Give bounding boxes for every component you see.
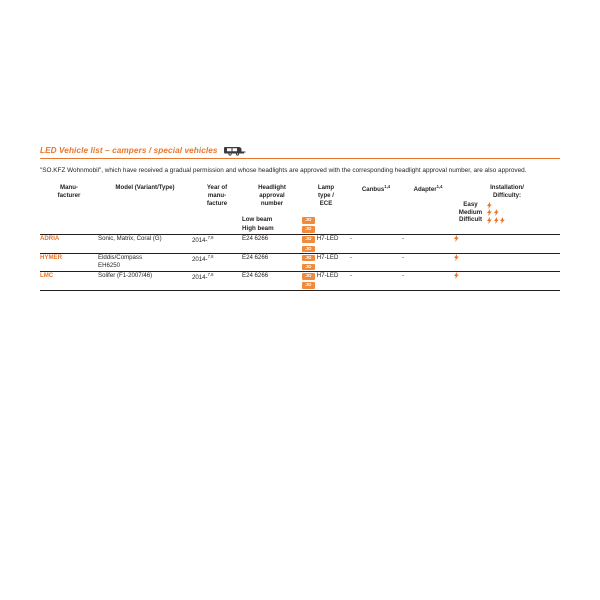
difficulty-difficult-label: Difficult: [458, 216, 483, 224]
intro-note: "SO.KFZ Wohnmobil", which have received a gradual permission and whose headlights are approved with the corresponding headlight approval number, are also approved.: [40, 167, 527, 174]
header-approval-line2: approval: [259, 192, 285, 200]
header-approval: [242, 184, 302, 235]
cell-year-value: 2014-: [192, 237, 208, 245]
bolt-icon: [454, 254, 459, 261]
cell-lamp: [302, 272, 350, 290]
cell-lamp-type: H7-LED: [316, 253, 339, 261]
high-beam-line: [242, 225, 302, 233]
cell-difficulty: [454, 253, 560, 271]
caravan-icon: [224, 145, 246, 156]
high-beam-label: High beam: [242, 225, 274, 233]
header-lamp-line2: type /: [318, 192, 334, 200]
bolt-icon: [487, 202, 492, 209]
jd-chip-high: JD: [302, 282, 315, 288]
cell-year: [192, 253, 242, 271]
header-chip-low-line: [302, 216, 350, 224]
cell-manufacturer: HYMER: [40, 253, 98, 271]
bolt-icon: [454, 235, 459, 242]
header-lamp-chips: [302, 216, 350, 233]
cell-manufacturer: ADRIA: [40, 235, 98, 253]
bolt-icon: [487, 209, 492, 216]
cell-lamp-type: H7-LED: [316, 235, 339, 243]
bolt-icon: [494, 209, 499, 216]
cell-approval: E24 6266: [242, 253, 302, 271]
header-canbus-label: Canbus: [361, 186, 385, 194]
header-chip-high-line: [302, 225, 350, 233]
cell-year-value: 2014-: [192, 255, 208, 263]
cell-model: Solifer (F1-2007/46): [98, 272, 192, 290]
cell-lamp-type: H7-LED: [316, 272, 339, 280]
header-installation-line2: Difficulty:: [492, 192, 522, 200]
header-year-line2: manu-: [207, 192, 227, 200]
header-year-line3: facture: [206, 200, 228, 208]
jd-chip-low: JD: [302, 255, 315, 261]
header-lamp: [302, 184, 350, 235]
bolt-icon: [487, 217, 492, 224]
header-canbus: [350, 184, 402, 235]
table-row: [40, 253, 560, 271]
header-adapter-sup: 1,4: [436, 184, 443, 190]
low-beam-line: [242, 216, 302, 224]
bolt-icon: [494, 217, 499, 224]
header-model-label: Model (Variant/Type): [115, 184, 175, 192]
sheet-title-row: [40, 145, 560, 159]
cell-approval: E24 6266: [242, 272, 302, 290]
vehicle-list-table: [40, 184, 560, 290]
header-manufacturer: [40, 184, 98, 235]
jd-chip-high-header: JD: [302, 226, 315, 232]
cell-model-line2: EH6250: [98, 262, 121, 270]
cell-year-value: 2014-: [192, 274, 208, 282]
cell-adapter: -: [402, 272, 454, 290]
cell-model: [98, 253, 192, 271]
table-header-row: [40, 184, 560, 235]
header-manufacturer-line1: Manu-: [60, 184, 78, 192]
jd-chip-high: JD: [302, 246, 315, 252]
header-adapter-label: Adapter: [413, 186, 437, 194]
cell-canbus: -: [350, 235, 402, 253]
jd-chip-low-header: JD: [302, 217, 315, 223]
difficulty-easy-label: Easy: [463, 201, 478, 209]
header-lamp-line1: Lamp: [317, 184, 335, 192]
header-approval-line3: number: [260, 200, 284, 208]
cell-lamp: [302, 253, 350, 271]
header-lamp-line3: ECE: [319, 200, 333, 208]
low-beam-label: Low beam: [242, 216, 273, 224]
bolt-icon: [454, 272, 459, 279]
cell-canbus: -: [350, 272, 402, 290]
header-model: [98, 184, 192, 235]
cell-year-sup: 7,8: [207, 253, 214, 259]
beam-labels: [242, 216, 302, 233]
jd-chip-low: JD: [302, 236, 315, 242]
header-approval-line1: Headlight: [258, 184, 286, 192]
cell-difficulty: [454, 235, 560, 253]
header-canbus-sup: 1,4: [384, 184, 391, 190]
cell-lamp: [302, 235, 350, 253]
header-adapter: [402, 184, 454, 235]
cell-difficulty: [454, 272, 560, 290]
jd-chip-high: JD: [302, 264, 315, 270]
header-year-line1: Year of: [206, 184, 228, 192]
difficulty-medium-label: Medium: [458, 208, 483, 216]
cell-year-sup: 7,8: [207, 235, 214, 241]
cell-model-line1: Elddis/Compass: [98, 253, 143, 261]
header-manufacturer-line2: facturer: [57, 192, 81, 200]
cell-year: [192, 272, 242, 290]
table-row: [40, 235, 560, 253]
cell-manufacturer: LMC: [40, 272, 98, 290]
header-installation: [454, 184, 560, 235]
cell-model: Sonic, Matrix, Coral (G): [98, 235, 192, 253]
cell-adapter: -: [402, 235, 454, 253]
cell-year: [192, 235, 242, 253]
cell-year-sup: 7,8: [207, 272, 214, 278]
jd-chip-low: JD: [302, 273, 315, 279]
cell-adapter: -: [402, 253, 454, 271]
vehicle-list-sheet: [40, 145, 560, 291]
table-row: [40, 272, 560, 290]
header-installation-line1: Installation/: [490, 184, 524, 192]
cell-approval: E24 6266: [242, 235, 302, 253]
cell-canbus: -: [350, 253, 402, 271]
difficulty-legend: [454, 201, 560, 224]
bolt-icon: [500, 217, 505, 224]
difficulty-difficult: [454, 217, 560, 225]
page-title: LED Vehicle list – campers / special vehicles: [40, 146, 218, 155]
header-year: [192, 184, 242, 235]
